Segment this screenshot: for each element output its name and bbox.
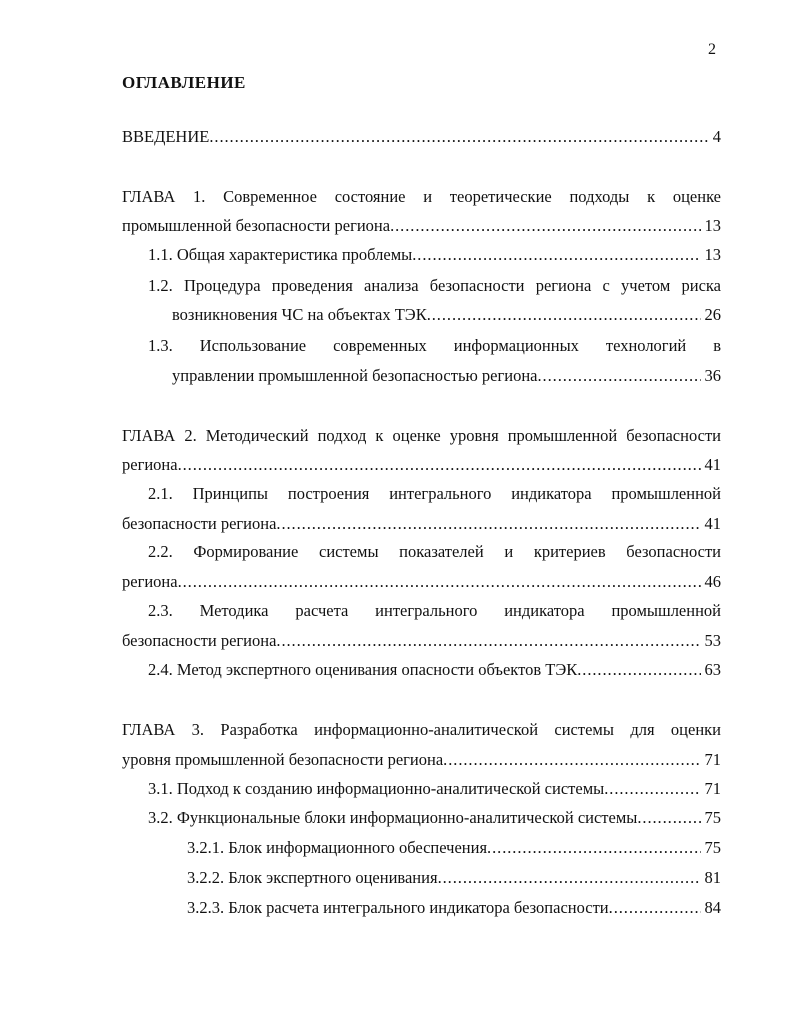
toc-entry-line	[122, 571, 721, 593]
toc-entry-line	[172, 365, 721, 387]
toc-entry-text: региона	[122, 572, 178, 591]
dot-leader	[209, 126, 708, 148]
toc-entry-text: 1.1. Общая характеристика проблемы	[148, 245, 413, 264]
toc-entry-line: 2.3. Методика расчета интегрального индикатора промышленной	[148, 601, 721, 620]
dot-leader	[604, 778, 700, 800]
toc-entry-line	[148, 659, 721, 681]
toc-page-number: 13	[704, 216, 721, 235]
toc-entry-line	[122, 454, 721, 476]
toc-entry-text: 3.2.3. Блок расчета интегрального индикатора безопасности	[187, 898, 609, 917]
toc-page-number: 26	[704, 305, 721, 324]
dot-leader	[178, 454, 701, 476]
dot-leader	[427, 304, 701, 326]
dot-leader	[487, 837, 700, 859]
toc-page-number: 4	[712, 127, 721, 146]
dot-leader	[276, 630, 700, 652]
toc-entry-line: ГЛАВА 3. Разработка информационно-аналитической системы для оценки	[122, 720, 721, 739]
dot-leader	[276, 513, 700, 535]
dot-leader	[443, 749, 700, 771]
toc-entry-line	[187, 867, 721, 889]
toc-page-number: 81	[704, 868, 721, 887]
toc-entry-line	[122, 215, 721, 237]
dot-leader	[577, 659, 700, 681]
toc-entry-line	[172, 304, 721, 326]
page-title: ОГЛАВЛЕНИЕ	[122, 73, 246, 92]
toc-entry-text: уровня промышленной безопасности региона	[122, 750, 444, 769]
toc-page-number: 13	[704, 245, 721, 264]
toc-entry-text: 2.4. Метод экспертного оценивания опасности объектов ТЭК	[148, 660, 578, 679]
toc-page-number: 75	[704, 808, 721, 827]
toc-entry-text: возникновения ЧС на объектах ТЭК	[172, 305, 427, 324]
toc-entry-line	[148, 807, 721, 829]
toc-page-number: 84	[704, 898, 721, 917]
dot-leader	[538, 365, 701, 387]
toc-entry-line: 1.2. Процедура проведения анализа безопасности региона с учетом риска	[148, 276, 721, 295]
toc-page-number: 41	[704, 455, 721, 474]
toc-entry-text: безопасности региона	[122, 631, 277, 650]
toc-entry-line: ГЛАВА 2. Методический подход к оценке уровня промышленной безопасности	[122, 426, 721, 445]
toc-page-number: 71	[704, 779, 721, 798]
toc-entry-line: 2.2. Формирование системы показателей и критериев безопасности	[148, 542, 721, 561]
toc-entry-text: промышленной безопасности региона	[122, 216, 391, 235]
toc-entry-line	[122, 630, 721, 652]
toc-page-number: 63	[704, 660, 721, 679]
toc-page-number: 75	[704, 838, 721, 857]
toc-page-number: 71	[704, 750, 721, 769]
toc-entry-line	[148, 778, 721, 800]
page-number: 2	[708, 41, 716, 58]
toc-page-number: 46	[704, 572, 721, 591]
toc-entry-text: управлении промышленной безопасностью региона	[172, 366, 538, 385]
toc-entry-line	[122, 126, 721, 148]
toc-page-number: 41	[704, 514, 721, 533]
toc-page-number: 53	[704, 631, 721, 650]
toc-entry-line	[187, 897, 721, 919]
dot-leader	[609, 897, 701, 919]
dot-leader	[178, 571, 701, 593]
toc-entry-line	[122, 749, 721, 771]
toc-entry-line	[122, 513, 721, 535]
toc-entry-line: 1.3. Использование современных информационных технологий в	[148, 336, 721, 355]
toc-entry-text: 3.2.1. Блок информационного обеспечения	[187, 838, 488, 857]
toc-entry-text: 3.2. Функциональные блоки информационно-аналитической системы	[148, 808, 638, 827]
toc-entry-line: 2.1. Принципы построения интегрального индикатора промышленной	[148, 484, 721, 503]
toc-entry-line	[148, 244, 721, 266]
toc-entry-text: 3.1. Подход к созданию информационно-аналитической системы	[148, 779, 605, 798]
toc-entry-line: ГЛАВА 1. Современное состояние и теоретические подходы к оценке	[122, 187, 721, 206]
toc-page-number: 36	[704, 366, 721, 385]
dot-leader	[390, 215, 700, 237]
toc-entry-line	[187, 837, 721, 859]
toc-entry-text: 3.2.2. Блок экспертного оценивания	[187, 868, 438, 887]
dot-leader	[637, 807, 700, 829]
dot-leader	[438, 867, 701, 889]
toc-entry-text: ВВЕДЕНИЕ	[122, 127, 210, 146]
toc-entry-text: безопасности региона	[122, 514, 277, 533]
dot-leader	[412, 244, 700, 266]
toc-entry-text: региона	[122, 455, 178, 474]
